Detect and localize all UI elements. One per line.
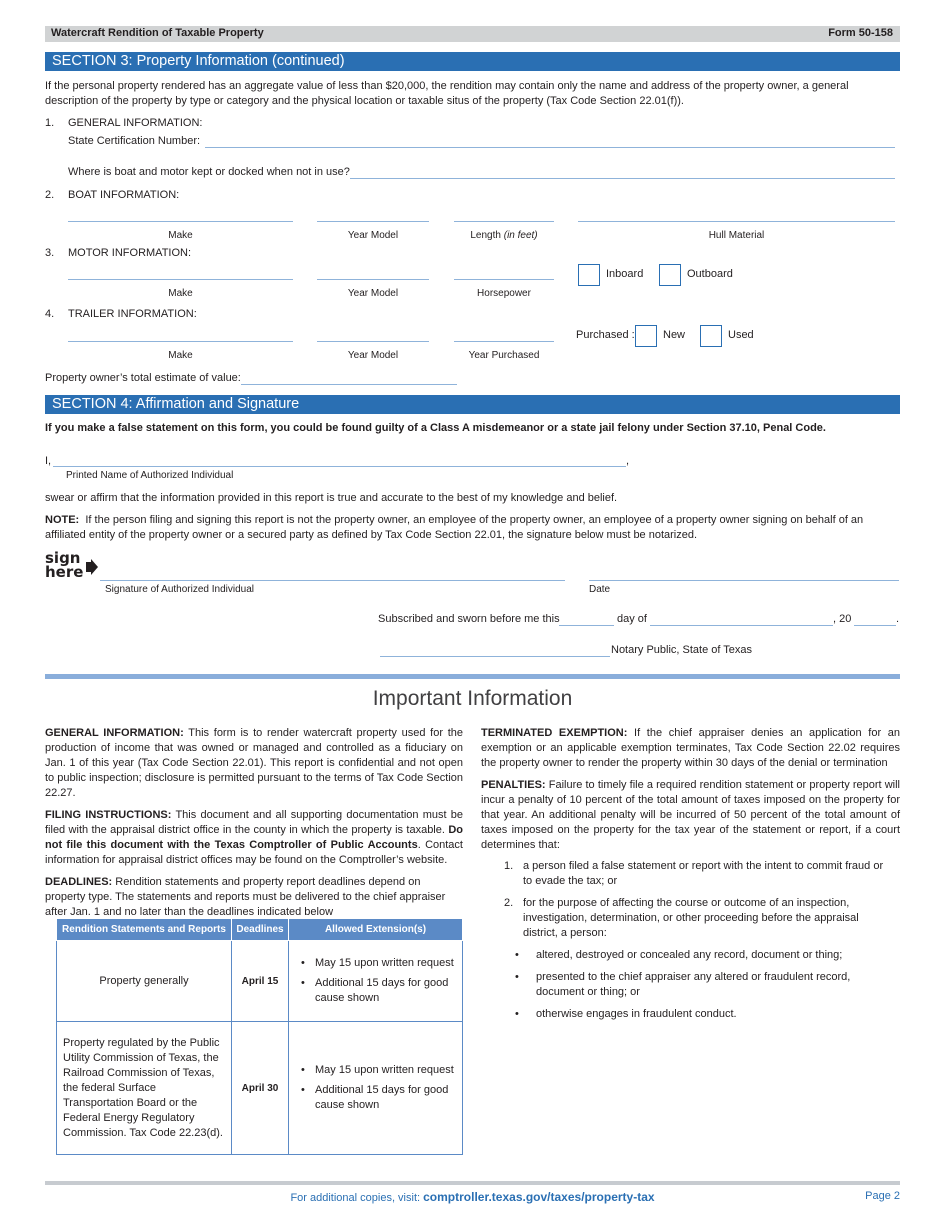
bullet-3: • — [515, 1008, 519, 1020]
inboard-checkbox[interactable] — [578, 264, 600, 286]
boat-make-input[interactable] — [68, 221, 293, 222]
section-4-title: SECTION 4: Affirmation and Signature — [45, 395, 900, 414]
row1-description: Property generally — [57, 941, 232, 1022]
trailer-make-input[interactable] — [68, 341, 293, 342]
penalty-2-text: for the purpose of affecting the course or outcome of an inspection, investigation, determination, or other proceeding before the appraisal district, a person: — [523, 897, 859, 939]
important-right-column — [481, 726, 900, 860]
swear-statement: swear or affirm that the information provided in this report is true and accurate to the best of my knowledge and belief. — [45, 492, 618, 504]
bullet-1: • — [515, 949, 519, 961]
false-statement-warning: If you make a false statement on this form, you could be found guilty of a Class A misdemeanor or a state jail felony under Section 37.10, Penal Code. — [45, 422, 826, 434]
motor-make-caption: Make — [168, 288, 193, 299]
item-2-number: 2. — [45, 189, 55, 201]
important-info-title: Important Information — [372, 687, 573, 710]
comptroller-link[interactable]: comptroller.texas.gov/taxes/property-tax — [423, 1190, 655, 1204]
item-1-number: 1. — [45, 117, 55, 129]
motor-make-input[interactable] — [68, 279, 293, 280]
notary-caption: Notary Public, State of Texas — [611, 644, 753, 656]
date-caption: Date — [589, 584, 611, 595]
boat-year-input[interactable] — [317, 221, 429, 222]
col-header-reports: Rendition Statements and Reports — [57, 919, 232, 941]
motor-year-input[interactable] — [317, 279, 429, 280]
deadlines-paragraph: DEADLINES: Rendition statements and property report deadlines depend on property type. The statements and reports must be delivered to the chief appraiser after Jan. 1 and no later than the deadlines indicated below — [45, 876, 446, 918]
kept-location-input[interactable] — [350, 178, 895, 179]
kept-location-label: Where is boat and motor kept or docked when not in use? — [68, 166, 350, 178]
new-checkbox[interactable] — [635, 325, 657, 347]
notary-year-input[interactable] — [854, 625, 896, 626]
row1-extensions: • May 15 upon written request • Additional 15 days for good cause shown — [289, 941, 463, 1022]
signature-caption: Signature of Authorized Individual — [105, 584, 254, 595]
penalty-1-number: 1. — [504, 860, 514, 872]
section-divider — [45, 674, 900, 679]
footer-prefix: For additional copies, visit: — [290, 1192, 421, 1204]
printed-name-input[interactable] — [53, 466, 626, 467]
general-info-paragraph: GENERAL INFORMATION: This form is to render watercraft property used for the production of income that was owned or managed and controlled as a fiduciary on Jan. 1 of this year (Tax Code Section 22.01). This report is confidential and not open to public inspection; disclosure is permitted pursuant to the terms of Tax Code Section 22.27. — [45, 727, 463, 799]
item-1-label: GENERAL INFORMATION: — [68, 117, 203, 129]
page-number: Page 2 — [865, 1190, 900, 1202]
item-3-label: MOTOR INFORMATION: — [68, 247, 192, 259]
notary-month-input[interactable] — [650, 625, 833, 626]
date-input[interactable] — [589, 580, 899, 581]
new-label: New — [663, 329, 686, 341]
trailer-year-input[interactable] — [317, 341, 429, 342]
boat-hull-caption: Hull Material — [708, 230, 765, 241]
penalty-2-number: 2. — [504, 897, 514, 909]
trailer-purchased-input[interactable] — [454, 341, 554, 342]
penalty-sub-3: otherwise engages in fraudulent conduct. — [536, 1008, 737, 1020]
boat-year-caption: Year Model — [347, 230, 399, 241]
penalty-1-text: a person filed a false statement or report with the intent to commit fraud or to evade the tax; or — [523, 860, 884, 887]
form-header — [45, 26, 900, 42]
table-row — [57, 941, 463, 1022]
col-header-deadlines: Deadlines — [232, 919, 289, 941]
motor-year-caption: Year Model — [347, 288, 399, 299]
inboard-label: Inboard — [606, 268, 644, 280]
sign-here-marker: sign here — [45, 549, 84, 581]
penalty-sub-2: presented to the chief appraiser any altered or fraudulent record, document or thing; or — [536, 971, 851, 998]
state-cert-label: State Certification Number: — [68, 135, 201, 147]
bullet-2: • — [515, 971, 519, 983]
name-comma: , — [626, 455, 630, 467]
deadlines-table — [56, 918, 463, 1155]
trailer-year-caption: Year Model — [347, 350, 399, 361]
row2-deadline: April 30 — [232, 1022, 289, 1155]
boat-hull-input[interactable] — [578, 221, 895, 222]
motor-hp-input[interactable] — [454, 279, 554, 280]
purchased-label: Purchased : — [576, 329, 635, 341]
state-cert-input[interactable] — [205, 147, 895, 148]
estimate-label: Property owner’s total estimate of value: — [45, 372, 241, 384]
outboard-checkbox[interactable] — [659, 264, 681, 286]
footer-rule — [45, 1181, 900, 1185]
important-left-column — [45, 726, 463, 927]
motor-hp-caption: Horsepower — [477, 288, 531, 299]
row2-description: Property regulated by the Public Utility Commission of Texas, the Railroad Commission of Texas, the federal Surface Transportation Board or the Federal Energy Regulatory Commission. Tax Code 22.23(d). — [57, 1022, 232, 1155]
used-label: Used — [728, 329, 754, 341]
year-prefix: , 20 — [833, 613, 852, 625]
used-checkbox[interactable] — [700, 325, 722, 347]
terminated-exemption-paragraph: TERMINATED EXEMPTION: If the chief appraiser denies an application for an exemption or an applicable exemption terminates, Tax Code Section 22.02 requires the property owner to render the property within 30 days of the denial or termination — [481, 727, 901, 769]
boat-make-caption: Make — [168, 230, 193, 241]
col-header-extensions: Allowed Extension(s) — [289, 919, 463, 941]
boat-length-input[interactable] — [454, 221, 554, 222]
penalties-paragraph: PENALTIES: Failure to timely file a required rendition statement or property report will incur a penalty of 10 percent of the total amount of taxes imposed on the property for that year. An additional penalty will be incurred of 50 percent of the total amount of taxes imposed on the property for the tax year of the statement or report, if a court determines that: — [481, 779, 900, 851]
section-3-intro: If the personal property rendered has an aggregate value of less than $20,000, the rendition may contain only the name and address of the property owner, a general description of the property by type or category and the physical location or taxable situs of the property (Tax Code Section 22.01(f)). — [45, 80, 849, 107]
notary-signature-input[interactable] — [380, 656, 610, 657]
estimate-input[interactable] — [241, 384, 457, 385]
notary-period: . — [896, 613, 900, 625]
sign-here-arrow-icon — [86, 559, 98, 575]
i-label: I, — [45, 455, 52, 467]
trailer-make-caption: Make — [168, 350, 193, 361]
filing-instructions-paragraph: FILING INSTRUCTIONS: This document and all supporting documentation must be filed with the appraisal district office in the county in which the property is taxable. Do not file this document with the Texas Comptroller of Public Accounts. Contact information for appraisal district offices may be found on the Comptroller’s website. — [45, 809, 463, 866]
row1-deadline: April 15 — [232, 941, 289, 1022]
item-3-number: 3. — [45, 247, 55, 259]
row2-extensions: • May 15 upon written request • Additional 15 days for good cause shown — [289, 1022, 463, 1155]
table-header-row — [57, 919, 463, 941]
penalty-sub-1: altered, destroyed or concealed any record, document or thing; — [536, 949, 843, 961]
trailer-purchased-caption: Year Purchased — [468, 350, 540, 361]
subscribed-label: Subscribed and sworn before me this — [378, 613, 560, 625]
boat-length-caption: Length (in feet) — [470, 230, 538, 241]
item-4-number: 4. — [45, 308, 55, 320]
day-of-label: day of — [617, 613, 647, 625]
item-2-label: BOAT INFORMATION: — [68, 189, 180, 201]
form-number: Form 50-158 — [828, 27, 893, 39]
outboard-label: Outboard — [687, 268, 733, 280]
signature-input[interactable] — [100, 580, 565, 581]
item-4-label: TRAILER INFORMATION: — [68, 308, 197, 320]
section-3-title: SECTION 3: Property Information (continued) — [45, 52, 900, 71]
table-row — [57, 1022, 463, 1155]
printed-name-caption: Printed Name of Authorized Individual — [66, 470, 234, 481]
notary-day-input[interactable] — [559, 625, 614, 626]
form-title: Watercraft Rendition of Taxable Property — [51, 27, 264, 39]
note-paragraph: NOTE: If the person filing and signing this report is not the property owner, an employee of the property owner, an employee of a property owner signing on behalf of an affiliated entity of the property owner or a secured party as defined by Tax Code Section 22.01, the signature below must be notarized. — [45, 514, 864, 541]
